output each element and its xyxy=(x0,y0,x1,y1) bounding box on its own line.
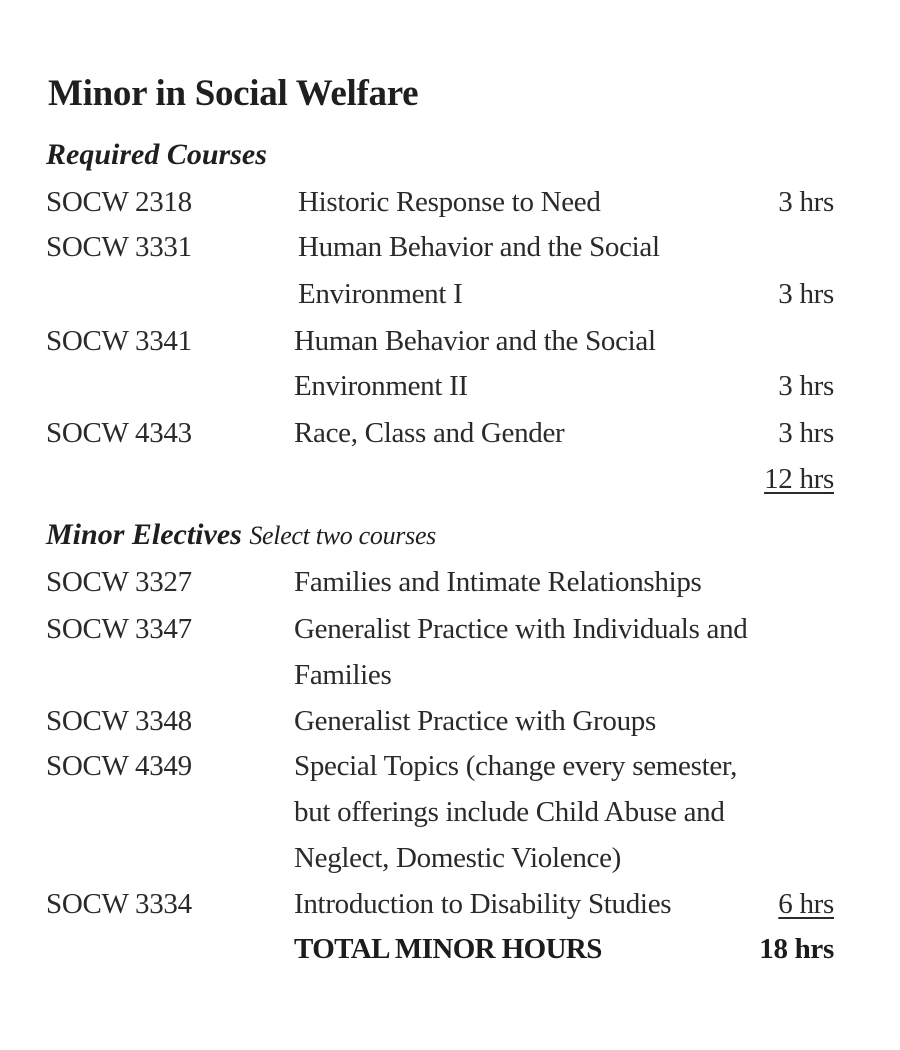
course-row-continued xyxy=(0,792,900,838)
course-row-continued xyxy=(0,366,900,412)
course-row xyxy=(0,413,900,459)
course-hours: 6 hrs xyxy=(778,888,834,920)
course-code: SOCW 3347 xyxy=(46,613,192,645)
course-code: SOCW 4349 xyxy=(46,750,192,782)
total-hours: 18 hrs xyxy=(759,933,834,965)
course-title: Human Behavior and the Social xyxy=(298,231,660,263)
course-row-continued xyxy=(0,838,900,884)
course-code: SOCW 4343 xyxy=(46,417,192,449)
course-title: Introduction to Disability Studies xyxy=(294,888,672,920)
course-hours: 3 hrs xyxy=(778,278,834,310)
required-courses-heading: Required Courses xyxy=(46,138,267,171)
course-row-continued xyxy=(0,274,900,320)
course-code: SOCW 3341 xyxy=(46,325,192,357)
course-row xyxy=(0,562,900,608)
course-title: Environment I xyxy=(298,278,463,310)
course-title: Families and Intimate Relationships xyxy=(294,566,702,598)
course-row xyxy=(0,884,900,930)
course-title: but offerings include Child Abuse and xyxy=(294,796,725,828)
course-row xyxy=(0,227,900,273)
course-title: Families xyxy=(294,659,392,691)
course-title: Human Behavior and the Social xyxy=(294,325,656,357)
course-title: Generalist Practice with Individuals and xyxy=(294,613,748,645)
minor-electives-heading xyxy=(46,518,436,552)
course-row xyxy=(0,609,900,655)
total-label: TOTAL MINOR HOURS xyxy=(294,933,602,965)
course-row xyxy=(0,182,900,228)
course-hours: 3 hrs xyxy=(778,370,834,402)
course-code: SOCW 3331 xyxy=(46,231,192,263)
course-row-continued xyxy=(0,655,900,701)
course-title: Neglect, Domestic Violence) xyxy=(294,842,622,874)
required-subtotal-hours: 12 hrs xyxy=(764,463,834,495)
course-code: SOCW 2318 xyxy=(46,186,192,218)
electives-note: Select two courses xyxy=(249,521,436,550)
course-title: Special Topics (change every semester, xyxy=(294,750,738,782)
course-title: Environment II xyxy=(294,370,468,402)
course-title: Historic Response to Need xyxy=(298,186,601,218)
course-hours: 3 hrs xyxy=(778,186,834,218)
subtotal-row xyxy=(0,459,900,505)
electives-heading-label: Minor Electives xyxy=(46,518,242,551)
total-row xyxy=(0,929,900,975)
course-title: Race, Class and Gender xyxy=(294,417,565,449)
course-title: Generalist Practice with Groups xyxy=(294,705,656,737)
course-hours: 3 hrs xyxy=(778,417,834,449)
course-row xyxy=(0,321,900,367)
course-row xyxy=(0,701,900,747)
course-code: SOCW 3334 xyxy=(46,888,192,920)
page-title: Minor in Social Welfare xyxy=(48,73,419,114)
course-code: SOCW 3348 xyxy=(46,705,192,737)
course-row xyxy=(0,746,900,792)
course-code: SOCW 3327 xyxy=(46,566,192,598)
